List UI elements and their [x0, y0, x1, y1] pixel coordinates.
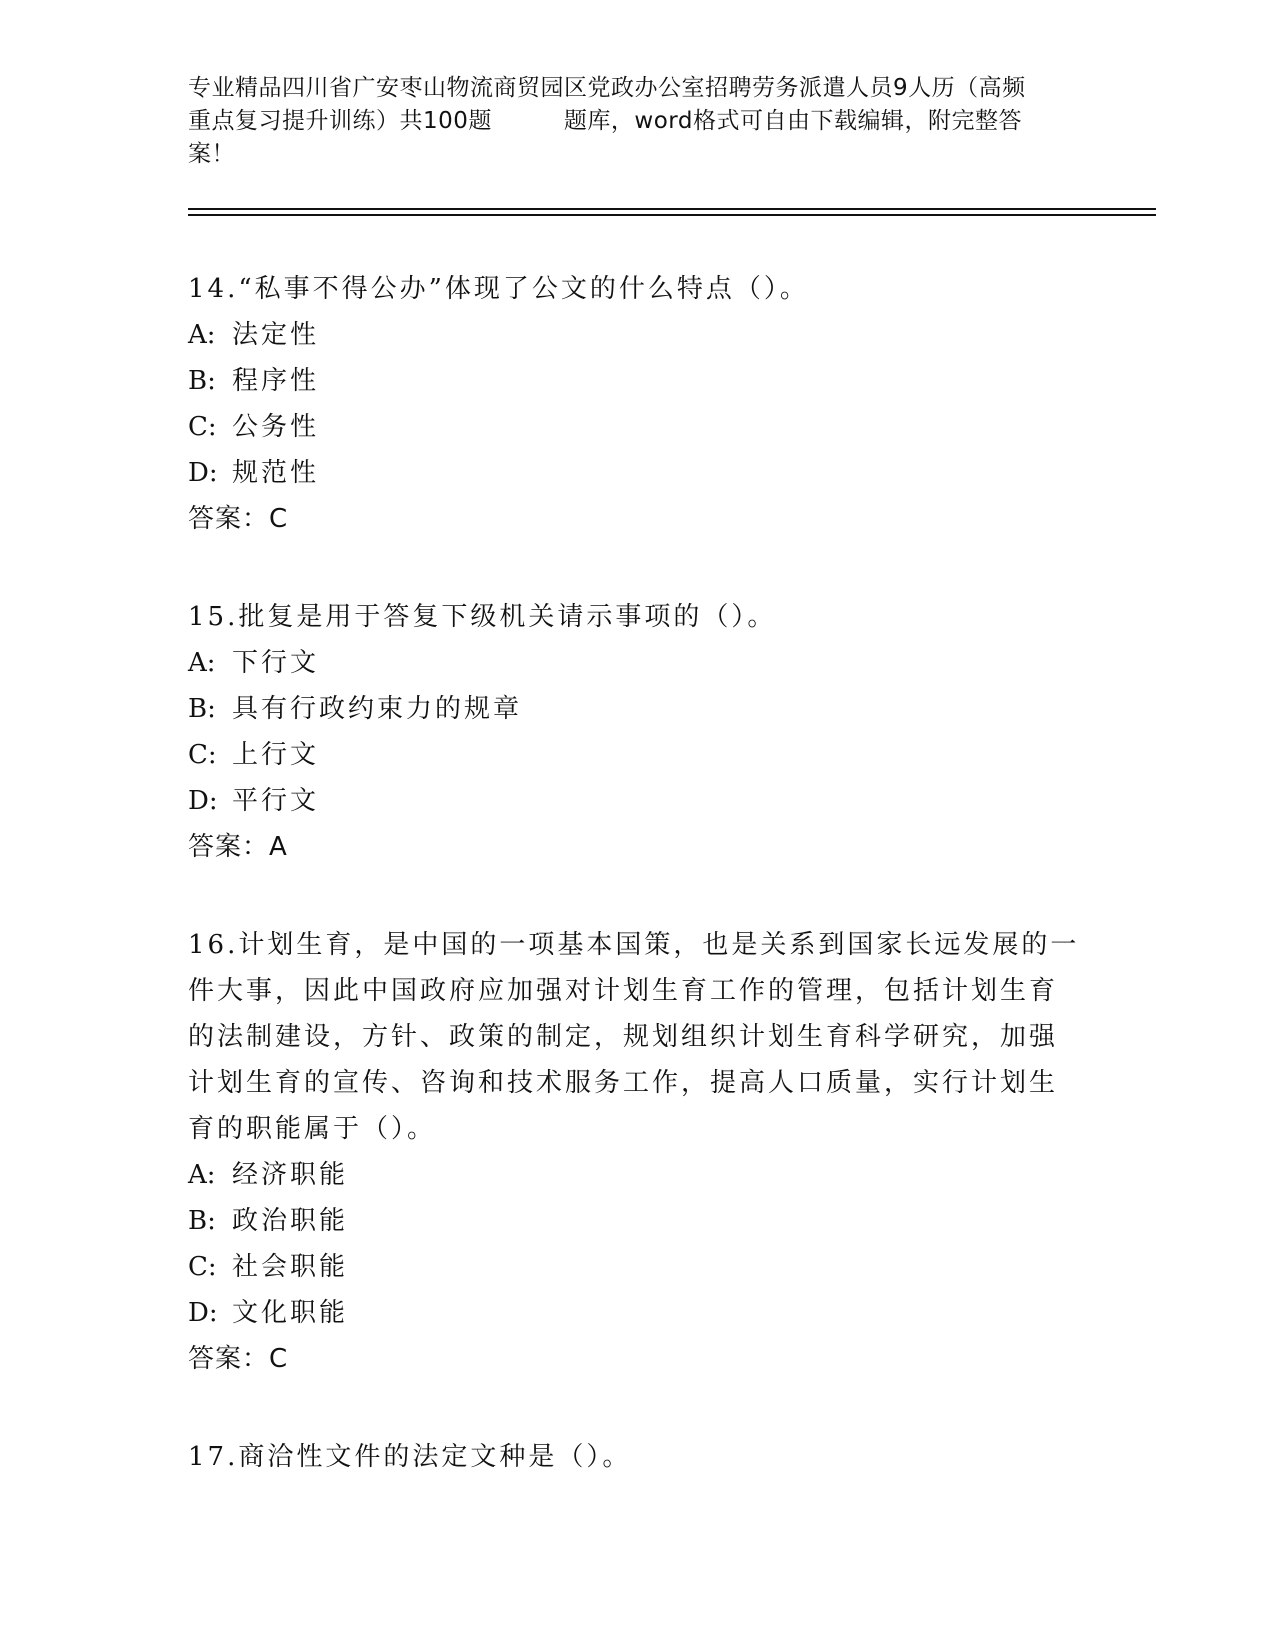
question-text-line: 计划生育的宣传、咨询和技术服务工作，提高人口质量，实行计划生: [188, 1068, 1059, 1098]
option-key: D:: [188, 1298, 218, 1328]
option-text: 下行文: [232, 648, 320, 678]
question-text-line: 育的职能属于（）。: [188, 1114, 437, 1144]
option-c: [188, 404, 1088, 450]
option-key: B:: [188, 366, 216, 396]
option-b: [188, 1198, 1088, 1244]
option-text: 文化职能: [232, 1298, 349, 1328]
option-text: 公务性: [232, 412, 320, 442]
question-text: 15.批复是用于答复下级机关请示事项的（）。: [188, 602, 777, 632]
option-text: 上行文: [232, 740, 320, 770]
option-text: 具有行政约束力的规章: [232, 694, 523, 724]
question-16: [188, 922, 1088, 1382]
header-divider-top: [188, 208, 1156, 210]
question-text: 14.“私事不得公办”体现了公文的什么特点（）。: [188, 274, 809, 304]
answer: 答案：A: [188, 832, 288, 862]
option-text: 政治职能: [232, 1206, 349, 1236]
header-line-1: 专业精品四川省广安枣山物流商贸园区党政办公室招聘劳务派遣人员9人历（高频: [188, 75, 1026, 101]
question-text-line: 的法制建设，方针、政策的制定，规划组织计划生育科学研究，加强: [188, 1022, 1059, 1052]
option-key: C:: [188, 1252, 217, 1282]
option-key: B:: [188, 694, 216, 724]
option-d: [188, 1290, 1088, 1336]
option-key: B:: [188, 1206, 216, 1236]
header-line-3: 案！: [188, 141, 235, 167]
option-a: [188, 1152, 1088, 1198]
option-text: 规范性: [232, 458, 320, 488]
header-divider-bottom: [188, 214, 1156, 216]
option-key: C:: [188, 412, 217, 442]
header-line-2-part-1: 重点复习提升训练）共100题: [188, 108, 492, 134]
question-list: [188, 266, 1088, 1532]
option-c: [188, 1244, 1088, 1290]
option-text: 社会职能: [232, 1252, 349, 1282]
option-a: [188, 640, 1088, 686]
question-text-line: 件大事，因此中国政府应加强对计划生育工作的管理，包括计划生育: [188, 976, 1059, 1006]
option-c: [188, 732, 1088, 778]
option-d: [188, 450, 1088, 496]
option-b: [188, 358, 1088, 404]
header-line-2-part-2: 题库，word格式可自由下载编辑，附完整答: [563, 108, 1022, 134]
document-header: [188, 72, 1088, 171]
option-key: D:: [188, 458, 218, 488]
option-text: 程序性: [232, 366, 320, 396]
question-15: [188, 594, 1088, 870]
question-14: [188, 266, 1088, 542]
option-d: [188, 778, 1088, 824]
option-key: A:: [188, 320, 216, 350]
option-key: D:: [188, 786, 218, 816]
answer: 答案：C: [188, 1344, 289, 1374]
option-key: C:: [188, 740, 217, 770]
question-text-line: 16.计划生育，是中国的一项基本国策，也是关系到国家长远发展的一: [188, 930, 1080, 960]
answer: 答案：C: [188, 504, 289, 534]
option-a: [188, 312, 1088, 358]
option-b: [188, 686, 1088, 732]
option-key: A:: [188, 1160, 216, 1190]
question-17: [188, 1434, 1088, 1480]
header-line-2: [188, 105, 1088, 138]
option-text: 平行文: [232, 786, 320, 816]
option-key: A:: [188, 648, 216, 678]
option-text: 经济职能: [232, 1160, 349, 1190]
question-text: 17.商洽性文件的法定文种是（）。: [188, 1442, 632, 1472]
option-text: 法定性: [232, 320, 320, 350]
